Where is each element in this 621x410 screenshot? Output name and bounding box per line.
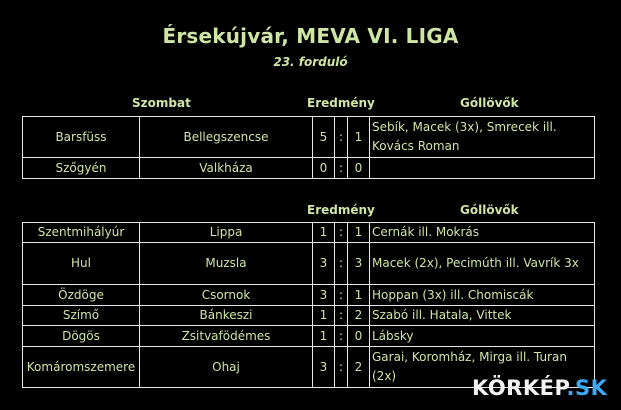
away-team: Csornok xyxy=(140,285,313,306)
home-goals: 0 xyxy=(313,158,335,179)
results-table-2 xyxy=(22,222,595,388)
goal-scorers: Macek (2x), Pecimúth ill. Vavrík 3x xyxy=(370,243,595,285)
goal-scorers: Lábsky xyxy=(370,326,595,347)
away-goals: 0 xyxy=(348,158,370,179)
match-row xyxy=(23,223,595,243)
match-row xyxy=(23,243,595,285)
match-row xyxy=(23,158,595,179)
away-team: Muzsla xyxy=(140,243,313,285)
away-goals: 3 xyxy=(348,243,370,285)
goal-scorers: Szabó ill. Hatala, Vittek xyxy=(370,306,595,326)
away-goals: 0 xyxy=(348,326,370,347)
score-separator: : xyxy=(335,326,348,347)
goal-scorers: Garai, Koromház, Mirga ill. Turan (2x) xyxy=(370,347,595,388)
home-team: Szentmihályúr xyxy=(23,223,140,243)
home-team: Komáromszemere xyxy=(23,347,140,388)
home-goals: 3 xyxy=(313,285,335,306)
match-row xyxy=(23,306,595,326)
results-table-1 xyxy=(22,116,595,179)
score-separator: : xyxy=(335,243,348,285)
score-separator: : xyxy=(335,117,348,158)
home-team: Szímő xyxy=(23,306,140,326)
away-goals: 2 xyxy=(348,347,370,388)
page-title: Érsekújvár, MEVA VI. LIGA xyxy=(162,24,459,48)
home-team: Dögös xyxy=(23,326,140,347)
result-header: Eredmény xyxy=(307,96,375,110)
away-goals: 2 xyxy=(348,306,370,326)
away-team: Valkháza xyxy=(140,158,313,179)
away-team: Bánkeszi xyxy=(140,306,313,326)
match-row xyxy=(23,285,595,306)
logo-main: KÖRKÉP xyxy=(472,376,567,400)
round-subtitle: 23. forduló xyxy=(273,55,348,69)
goal-scorers: Cernák ill. Mokrás xyxy=(370,223,595,243)
match-row xyxy=(23,326,595,347)
korkep-logo xyxy=(472,376,607,400)
home-team: Szőgyén xyxy=(23,158,140,179)
away-team: Lippa xyxy=(140,223,313,243)
away-goals: 1 xyxy=(348,117,370,158)
home-goals: 3 xyxy=(313,347,335,388)
home-team: Hul xyxy=(23,243,140,285)
home-goals: 1 xyxy=(313,326,335,347)
score-separator: : xyxy=(335,285,348,306)
away-goals: 1 xyxy=(348,285,370,306)
goal-scorers xyxy=(370,158,595,179)
result-header: Eredmény xyxy=(307,203,375,217)
home-goals: 1 xyxy=(313,306,335,326)
away-goals: 1 xyxy=(348,223,370,243)
scorers-header: Góllövők xyxy=(460,96,519,110)
score-separator: : xyxy=(335,223,348,243)
match-row xyxy=(23,117,595,158)
home-goals: 1 xyxy=(313,223,335,243)
logo-tld: SK xyxy=(575,376,608,400)
home-goals: 5 xyxy=(313,117,335,158)
score-separator: : xyxy=(335,306,348,326)
scorers-header: Góllövők xyxy=(460,203,519,217)
home-team: Özdöge xyxy=(23,285,140,306)
away-team: Bellegszencse xyxy=(140,117,313,158)
day-header: Szombat xyxy=(132,96,191,110)
home-goals: 3 xyxy=(313,243,335,285)
home-team: Barsfüss xyxy=(23,117,140,158)
logo-dot: . xyxy=(566,376,575,400)
away-team: Zsitvafödémes xyxy=(140,326,313,347)
score-separator: : xyxy=(335,347,348,388)
goal-scorers: Hoppan (3x) ill. Chomiscák xyxy=(370,285,595,306)
goal-scorers: Sebík, Macek (3x), Smrecek ill. Kovács Roman xyxy=(370,117,595,158)
away-team: Ohaj xyxy=(140,347,313,388)
score-separator: : xyxy=(335,158,348,179)
